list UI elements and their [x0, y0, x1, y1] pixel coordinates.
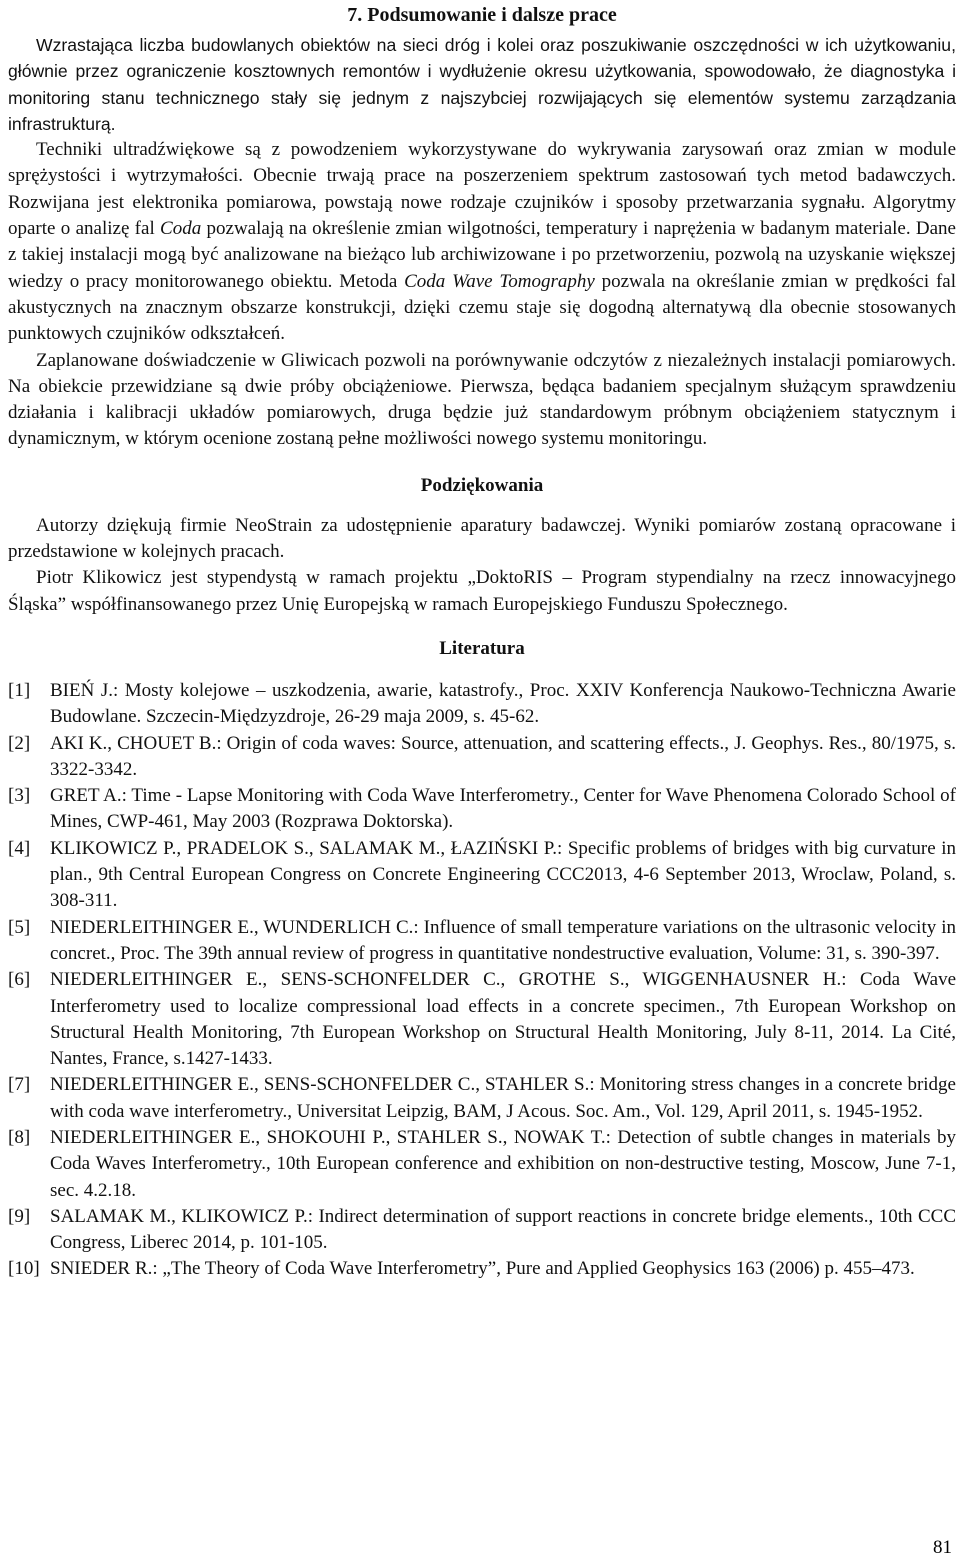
acknowledgements-paragraph-2: Piotr Klikowicz jest stypendystą w ramach projektu „DoktoRIS – Program stypendialny na rzecz innowacyjnego Śląska” współfinansowanego przez Unię Europejską w ramach Europejskiego Funduszu Społecznego. [8, 567, 956, 615]
reference-item [8, 731, 956, 784]
reference-number: [7] [8, 1074, 31, 1096]
reference-number: [1] [8, 679, 31, 701]
summary-paragraph-3: Zaplanowane doświadczenie w Gliwicach pozwoli na porównywanie odczytów z niezależnych instalacji pomiarowych. Na obiekcie przewidziane są dwie próby obciążeniowe. Pierwsza, będąca badaniem specjalnym służącym sprawdzeniu działania i kalibracji układów pomiarowych, druga będzie już standardowym próbnym obciążeniem statycznym i dynamicznym, w którym ocenione zostaną pełne możliwości nowego systemu monitoringu. [8, 349, 956, 450]
coda-term: Coda [160, 218, 202, 240]
summary-paragraph-2-text-a: Techniki ultradźwiękowe są z powodzeniem wykorzystywane do wykrywania zarysowań oraz zmian w module sprężystości i wytrzymałości. Obecnie trwają prace na poszerzeniem spektrum zastosowań tych metod badawczych. Rozwijana jest elektronika pomiarowa, powstają nowe rodzaje czujników i sposoby przetwarzania sygnału. Algorytmy oparte o analizę fal [8, 139, 956, 240]
reference-text: GRET A.: Time - Lapse Monitoring with Coda Wave Interferometry., Center for Wave Phenomena Colorado School of Mines, CWP-461, May 2003 (Rozprawa Doktorska). [50, 785, 956, 833]
references-heading: Literatura [439, 637, 525, 659]
summary-paragraph-1: Wzrastająca liczba budowlanych obiektów na sieci dróg i kolei oraz poszukiwanie oszczędności w ich użytkowaniu, głównie przez ograniczenie kosztownych remontów i wydłużenie okresu użytkowania, spowodowało, że diagnostyka i monitoring stanu technicznego stały się jednym z najszybciej rozwijających się elementów systemu zarządzania infrastrukturą. [8, 35, 956, 134]
reference-text: BIEŃ J.: Mosty kolejowe – uszkodzenia, awarie, katastrofy., Proc. XXIV Konferencja Naukowo-Techniczna Awarie Budowlane. Szczecin-Międzyzdroje, 26-29 maja 2009, s. 45-62. [50, 679, 956, 728]
reference-number: [6] [8, 969, 31, 991]
acknowledgements-heading: Podziękowania [420, 474, 544, 496]
reference-text: NIEDERLEITHINGER E., SENS-SCHONFELDER C., GROTHE S., WIGGENHAUSNER H.: Coda Wave Interferometry used to localize compressional load effects in a concrete specimen., 7th European Workshop on Structural Health Monitoring, 7th European Workshop on Structural Health Monitoring, July 8-11, 2014. La Cité, Nantes, France, s.1427-1433. [50, 969, 956, 1070]
reference-item [8, 783, 956, 836]
reference-number: [4] [8, 837, 31, 859]
page-number: 81 [933, 1537, 952, 1558]
paper-page [8, 0, 956, 1283]
reference-item [8, 1072, 956, 1125]
acknowledgements-paragraph-1: Autorzy dziękują firmie NeoStrain za udostępnienie aparatury badawczej. Wyniki pomiarów zostaną opracowane i przedstawione w kolejnych pracach. [8, 514, 956, 563]
summary-paragraph-2-text-e: pozwala na określanie zmian w prędkości fal akustycznych na znacznym obszarze konstrukcji, dzięki czemu staje się dogodną alternatywą dla obecnie stosowanych punktowych czujników odkształceń. [8, 270, 956, 345]
summary-paragraph-2-text-c: pozwalają na określenie zmian wilgotności, temperatury i naprężenia w badanym materiale. Dane z takiej instalacji mogą być analizowane na bieżąco lub archiwizowane i po przetworzeniu, pozwolą na uzyskanie większej wiedzy o pracy monitorowanego obiektu. Metoda [8, 218, 956, 292]
reference-number: [2] [8, 732, 31, 754]
summary-paragraph-2 [8, 137, 956, 347]
reference-text: KLIKOWICZ P., PRADELOK S., SALAMAK M., ŁAZIŃSKI P.: Specific problems of bridges with big curvature in plan., 9th Central European Congress on Concrete Engineering CCC2013, 4-6 September 2013, Wroclaw, Poland, s. 308-311. [50, 837, 956, 912]
reference-text: NIEDERLEITHINGER E., WUNDERLICH C.: Influence of small temperature variations on the ultrasonic velocity in concret., Proc. The 39th annual review of progress in quantitative nondestructive evaluation, Volume: 31, s. 390-397. [50, 916, 956, 964]
reference-text: AKI K., CHOUET B.: Origin of coda waves: Source, attenuation, and scattering effects., J. Geophys. Res., 80/1975, s. 3322-3342. [50, 732, 956, 780]
reference-item [8, 1125, 956, 1204]
reference-text: NIEDERLEITHINGER E., SENS-SCHONFELDER C., STAHLER S.: Monitoring stress changes in a concrete bridge with coda wave interferometry., Universitat Leipzig, BAM, J Acous. Soc. Am., Vol. 129, April 2011, s. 1945-1952. [50, 1074, 956, 1122]
reference-number: [10] [8, 1258, 40, 1280]
references-list [8, 678, 956, 1283]
reference-number: [8] [8, 1126, 31, 1148]
reference-text: SALAMAK M., KLIKOWICZ P.: Indirect determination of support reactions in concrete bridge elements., 10th CCC Congress, Liberec 2014, p. 101-105. [50, 1205, 956, 1254]
reference-number: [3] [8, 785, 31, 807]
reference-item [8, 678, 956, 731]
reference-item [8, 967, 956, 1072]
reference-item [8, 836, 956, 915]
reference-number: [9] [8, 1205, 31, 1227]
reference-number: [5] [8, 916, 31, 938]
reference-text: SNIEDER R.: „The Theory of Coda Wave Interferometry”, Pure and Applied Geophysics 163 (2006) p. 455–473. [50, 1258, 915, 1280]
reference-item [8, 1256, 956, 1282]
reference-text: NIEDERLEITHINGER E., SHOKOUHI P., STAHLER S., NOWAK T.: Detection of subtle changes in materials by Coda Waves Interferometry., 10th European conference and exhibition on non-destructive testing, Moscow, June 7-1, sec. 4.2.18. [50, 1126, 956, 1201]
reference-item [8, 1204, 956, 1257]
section-heading: 7. Podsumowanie i dalsze prace [347, 4, 617, 26]
reference-item [8, 915, 956, 968]
coda-wave-tomography-term: Coda Wave Tomography [404, 270, 595, 292]
